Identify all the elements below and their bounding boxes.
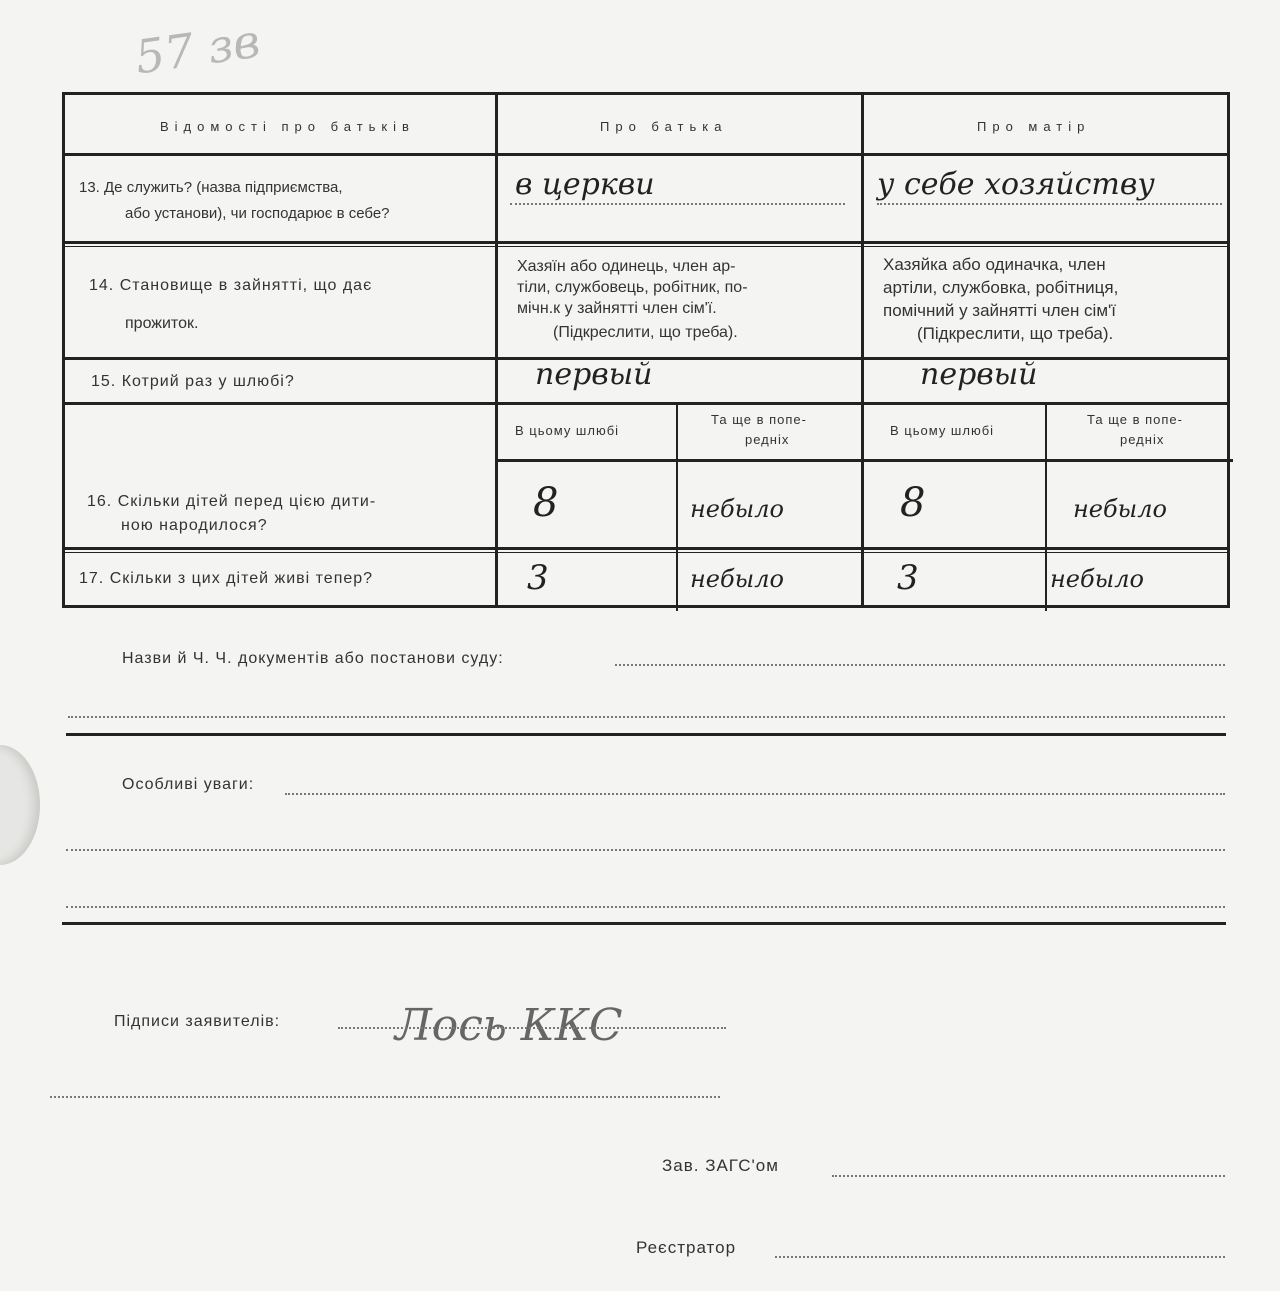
page-number-mark: 57 зв (131, 13, 264, 85)
signatures-label: Підписи заявителів: (114, 1013, 281, 1030)
signature-field-line1 (338, 1027, 726, 1029)
parents-info-table (62, 92, 1230, 608)
row14-label-line1: 14. Становище в зайнятті, що дає (89, 277, 373, 294)
subheader-father-previous-line1: Та ще в попе- (711, 412, 807, 427)
zags-head-label: Зав. ЗАГС'ом (662, 1156, 779, 1175)
subheader-mother-previous-line2: редніх (1120, 432, 1165, 447)
header-mother: Про матір (977, 119, 1091, 134)
documents-label: Назви й Ч. Ч. документів або постанови суду: (122, 650, 504, 667)
row17-father-this: 3 (527, 558, 549, 598)
row14-mother-line1: Хазяйка або одиначка, член (883, 255, 1106, 274)
row14-mother-line3: помічний у зайнятті член сім'ї (883, 301, 1116, 320)
row15-mother-answer: первый (920, 357, 1038, 392)
row17-mother-previous: небыло (1050, 565, 1144, 593)
row16-mother-this: 8 (900, 480, 926, 526)
signature-field-line2 (50, 1096, 720, 1098)
row14-father-line3: мічн.к у зайнятті член сім'ї. (517, 300, 717, 317)
applicant-signature: Лось ККС (395, 1000, 623, 1051)
documents-field-line1 (615, 664, 1225, 666)
row14-mother-line4: (Підкреслити, що треба). (917, 324, 1114, 343)
header-parents-info: Відомості про батьків (160, 119, 415, 134)
punch-hole (0, 745, 40, 865)
registrar-field (775, 1256, 1225, 1258)
row14-father-line1: Хазяїн або одинець, член ар- (517, 258, 736, 275)
subheader-mother-this-marriage: В цьому шлюбі (890, 423, 995, 438)
row16-father-this: 8 (533, 480, 559, 526)
notes-field-line2 (66, 849, 1225, 851)
subheader-father-previous-line2: редніх (745, 432, 790, 447)
row16-father-previous: небыло (690, 495, 784, 523)
row17-father-previous: небыло (690, 565, 784, 593)
row16-label-line2: ною народилося? (121, 517, 268, 534)
row16-label-line1: 16. Скільки дітей перед цією дити- (87, 493, 377, 510)
section-divider-2 (62, 922, 1226, 925)
zags-head-field (832, 1175, 1225, 1177)
section-divider-1 (66, 733, 1226, 736)
header-father: Про батька (600, 119, 728, 134)
row17-mother-this: 3 (897, 558, 919, 598)
registrar-label: Реєстратор (636, 1238, 737, 1257)
documents-field-line2 (68, 716, 1225, 718)
row13-label-line2: або установи), чи господарює в себе? (125, 205, 390, 222)
row16-mother-previous: небыло (1073, 495, 1167, 523)
row15-father-answer: первый (535, 357, 653, 392)
row14-father-line2: тіли, службовець, робітник, по- (517, 279, 748, 296)
row13-father-answer: в церкви (515, 167, 655, 202)
row15-label: 15. Котрий раз у шлюбі? (91, 373, 295, 390)
row14-label-line2: прожиток. (125, 315, 199, 332)
notes-field-line3 (66, 906, 1225, 908)
row14-mother-line2: артіли, службовка, робітниця, (883, 278, 1119, 297)
row13-label-line1: 13. Де служить? (назва підприємства, (79, 179, 343, 196)
notes-field-line1 (285, 793, 1225, 795)
subheader-mother-previous-line1: Та ще в попе- (1087, 412, 1183, 427)
row14-father-line4: (Підкреслити, що треба). (553, 324, 738, 341)
row17-label: 17. Скільки з цих дітей живі тепер? (79, 570, 374, 587)
notes-label: Особливі уваги: (122, 776, 255, 793)
row13-mother-answer: у себе хозяйству (877, 167, 1155, 202)
subheader-father-this-marriage: В цьому шлюбі (515, 423, 620, 438)
